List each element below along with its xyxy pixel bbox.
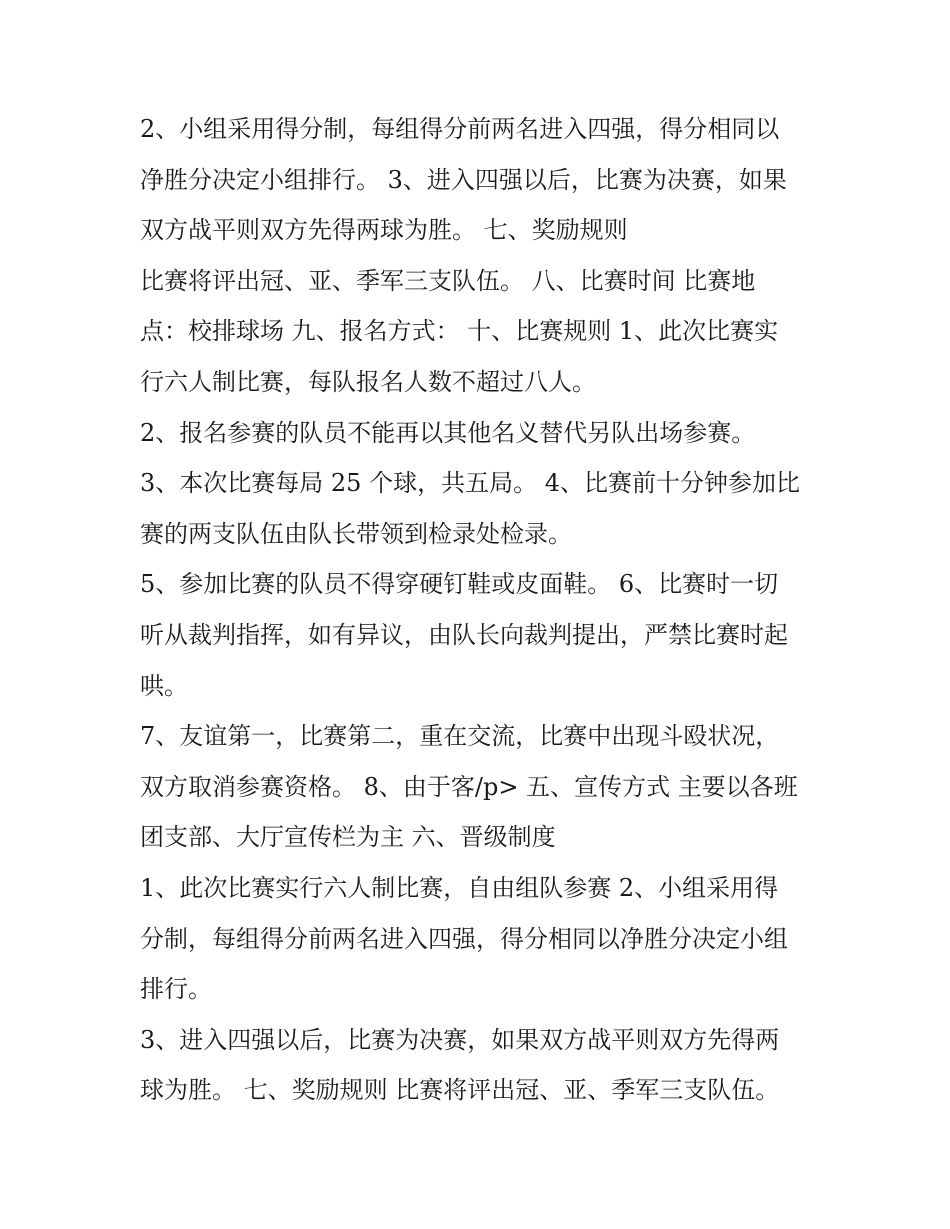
text-line: 3、本次比赛每局 25 个球，共五局。 4、比赛前十分钟参加比 [140,469,800,498]
paragraph [140,104,820,256]
paragraph [140,1015,820,1116]
paragraph [140,408,820,459]
paragraph [140,256,820,408]
text-line: 5、参加比赛的队员不得穿硬钉鞋或皮面鞋。 6、比赛时一切 [140,570,779,599]
text-line: 双方取消参赛资格。 8、由于客/p> 五、宣传方式 主要以各班 [140,772,798,801]
text-line: 哄。 [140,671,188,700]
text-line: 球为胜。 七、奖励规则 比赛将评出冠、亚、季军三支队伍。 [140,1076,780,1105]
text-line: 双方战平则双方先得两球为胜。 七、奖励规则 [140,216,628,245]
text-line: 听从裁判指挥，如有异议，由队长向裁判提出，严禁比赛时起 [140,620,788,649]
paragraph [140,711,820,863]
text-line: 2、报名参赛的队员不能再以其他名义替代另队出场参赛。 [140,418,756,447]
text-line: 7、友谊第一，比赛第二，重在交流，比赛中出现斗殴状况， [140,722,780,751]
text-line: 比赛将评出冠、亚、季军三支队伍。 八、比赛时间 比赛地 [140,266,756,295]
text-line: 3、进入四强以后，比赛为决赛，如果双方战平则双方先得两 [140,1025,780,1054]
text-line: 行六人制比赛，每队报名人数不超过八人。 [140,367,596,396]
text-line: 分制，每组得分前两名进入四强，得分相同以净胜分决定小组 [140,924,788,953]
paragraph [140,559,820,711]
text-line: 排行。 [140,975,212,1004]
document-body [140,104,820,1116]
text-line: 团支部、大厅宣传栏为主 六、晋级制度 [140,823,556,852]
text-line: 赛的两支队伍由队长带领到检录处检录。 [140,519,572,548]
text-line: 1、此次比赛实行六人制比赛，自由组队参赛 2、小组采用得 [140,873,779,902]
paragraph [140,863,820,1015]
text-line: 2、小组采用得分制，每组得分前两名进入四强，得分相同以 [140,115,780,143]
paragraph [140,458,820,559]
text-line: 净胜分决定小组排行。 3、进入四强以后，比赛为决赛，如果 [140,165,787,194]
text-line: 点：校排球场 九、报名方式： 十、比赛规则 1、此次比赛实 [140,317,779,346]
